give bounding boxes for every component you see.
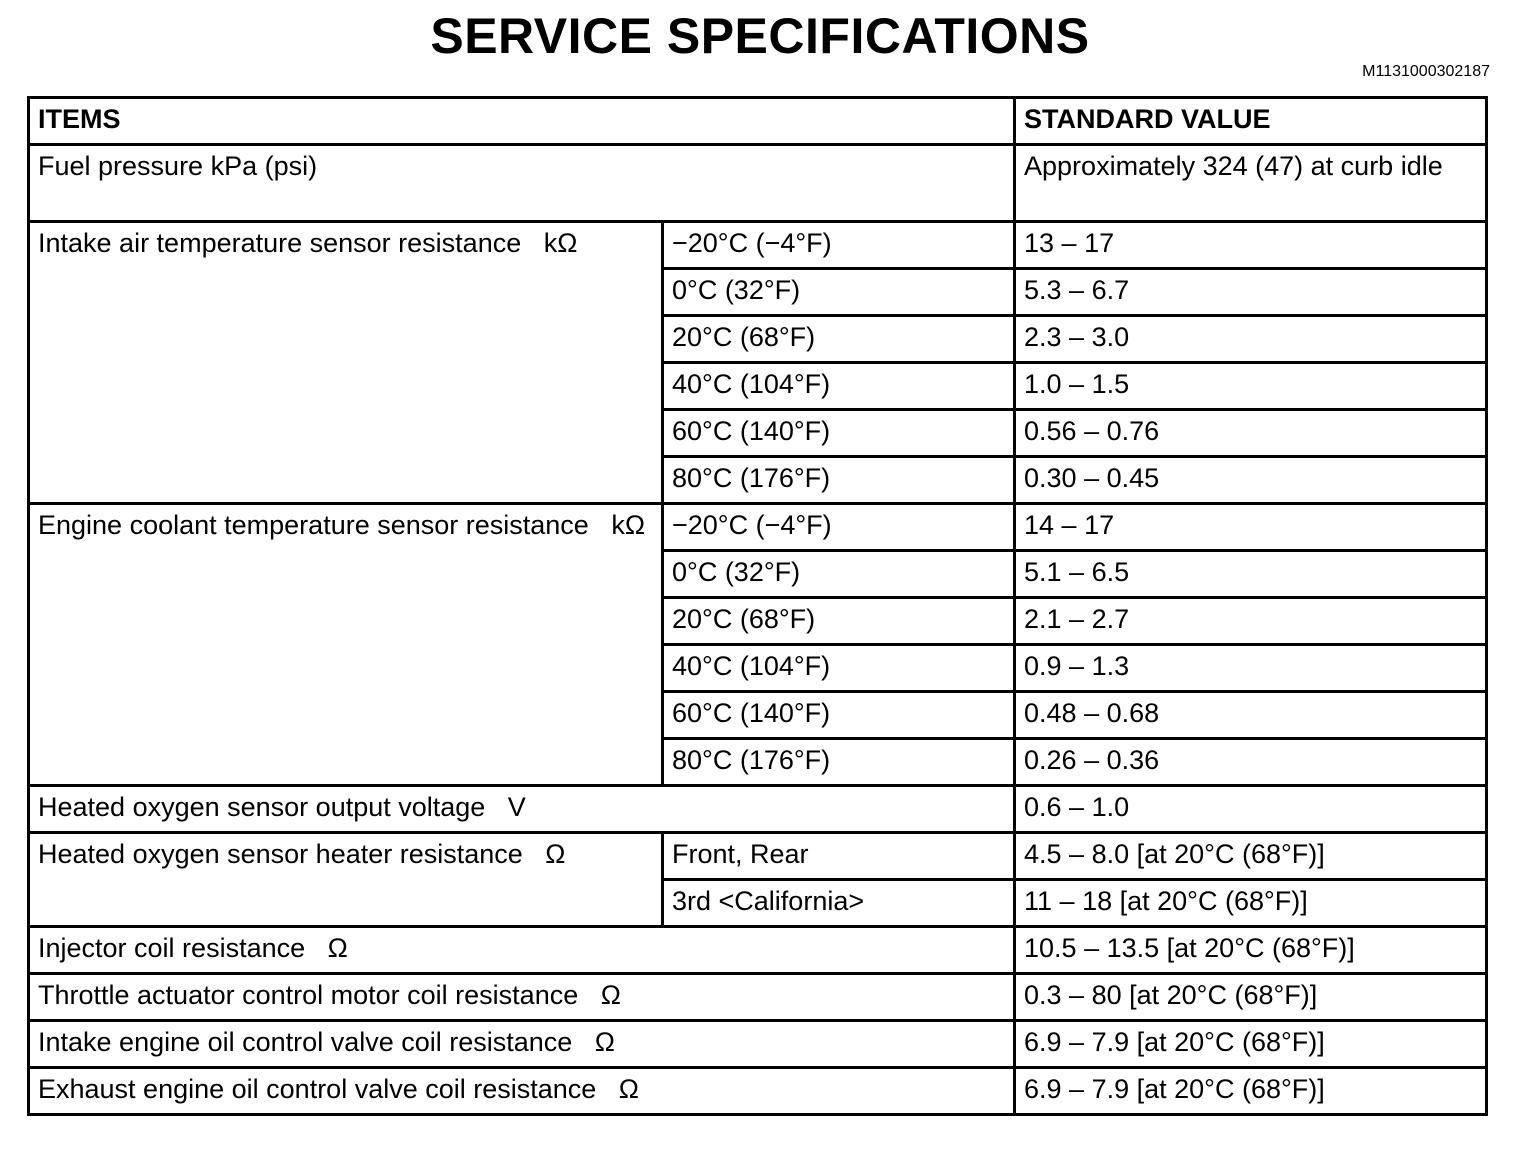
table-row-coolant-temp bbox=[29, 504, 1487, 551]
table-row-o2-voltage bbox=[29, 786, 1487, 833]
document-id: M1131000302187 bbox=[1362, 63, 1490, 80]
item-intake-air-temp: Intake air temperature sensor resistance kΩ bbox=[29, 222, 663, 504]
item-injector: Injector coil resistance Ω bbox=[29, 927, 1015, 974]
page-title: SERVICE SPECIFICATIONS bbox=[430, 8, 1090, 64]
value-cell: 1.0 – 1.5 bbox=[1015, 363, 1487, 410]
value-exhaust-ocv: 6.9 – 7.9 [at 20°C (68°F)] bbox=[1015, 1068, 1487, 1115]
value-cell: 13 – 17 bbox=[1015, 222, 1487, 269]
value-throttle: 0.3 – 80 [at 20°C (68°F)] bbox=[1015, 974, 1487, 1021]
condition-cell: 0°C (32°F) bbox=[663, 551, 1015, 598]
table-row-o2-heater bbox=[29, 833, 1487, 880]
table-row-intake-air-temp bbox=[29, 222, 1487, 269]
item-o2-voltage: Heated oxygen sensor output voltage V bbox=[29, 786, 1015, 833]
condition-cell: 80°C (176°F) bbox=[663, 457, 1015, 504]
header-standard-value: STANDARD VALUE bbox=[1015, 98, 1487, 145]
item-fuel-pressure: Fuel pressure kPa (psi) bbox=[29, 145, 1015, 222]
condition-cell: 80°C (176°F) bbox=[663, 739, 1015, 786]
value-cell: 14 – 17 bbox=[1015, 504, 1487, 551]
header-items: ITEMS bbox=[29, 98, 1015, 145]
condition-cell: 40°C (104°F) bbox=[663, 363, 1015, 410]
item-coolant-temp: Engine coolant temperature sensor resistance kΩ bbox=[29, 504, 663, 786]
service-spec-table bbox=[27, 96, 1488, 1116]
condition-cell: −20°C (−4°F) bbox=[663, 222, 1015, 269]
value-cell: 0.26 – 0.36 bbox=[1015, 739, 1487, 786]
condition-cell: 60°C (140°F) bbox=[663, 692, 1015, 739]
table-row-intake-ocv bbox=[29, 1021, 1487, 1068]
value-cell: 5.3 – 6.7 bbox=[1015, 269, 1487, 316]
item-exhaust-ocv: Exhaust engine oil control valve coil resistance Ω bbox=[29, 1068, 1015, 1115]
value-injector: 10.5 – 13.5 [at 20°C (68°F)] bbox=[1015, 927, 1487, 974]
item-throttle: Throttle actuator control motor coil resistance Ω bbox=[29, 974, 1015, 1021]
value-cell: 11 – 18 [at 20°C (68°F)] bbox=[1015, 880, 1487, 927]
condition-cell: −20°C (−4°F) bbox=[663, 504, 1015, 551]
condition-cell: 0°C (32°F) bbox=[663, 269, 1015, 316]
item-o2-heater: Heated oxygen sensor heater resistance Ω bbox=[29, 833, 663, 927]
condition-cell: 3rd <California> bbox=[663, 880, 1015, 927]
value-cell: 5.1 – 6.5 bbox=[1015, 551, 1487, 598]
condition-cell: 20°C (68°F) bbox=[663, 316, 1015, 363]
value-cell: 0.56 – 0.76 bbox=[1015, 410, 1487, 457]
value-o2-voltage: 0.6 – 1.0 bbox=[1015, 786, 1487, 833]
value-cell: 2.3 – 3.0 bbox=[1015, 316, 1487, 363]
value-cell: 4.5 – 8.0 [at 20°C (68°F)] bbox=[1015, 833, 1487, 880]
value-fuel-pressure: Approximately 324 (47) at curb idle bbox=[1015, 145, 1487, 222]
condition-cell: 60°C (140°F) bbox=[663, 410, 1015, 457]
value-cell: 0.30 – 0.45 bbox=[1015, 457, 1487, 504]
value-cell: 2.1 – 2.7 bbox=[1015, 598, 1487, 645]
condition-cell: Front, Rear bbox=[663, 833, 1015, 880]
table-row-fuel-pressure bbox=[29, 145, 1487, 222]
table-row-injector bbox=[29, 927, 1487, 974]
table-header-row bbox=[29, 98, 1487, 145]
condition-cell: 40°C (104°F) bbox=[663, 645, 1015, 692]
value-cell: 0.48 – 0.68 bbox=[1015, 692, 1487, 739]
table-row-exhaust-ocv bbox=[29, 1068, 1487, 1115]
value-cell: 0.9 – 1.3 bbox=[1015, 645, 1487, 692]
item-intake-ocv: Intake engine oil control valve coil resistance Ω bbox=[29, 1021, 1015, 1068]
table-row-throttle bbox=[29, 974, 1487, 1021]
value-intake-ocv: 6.9 – 7.9 [at 20°C (68°F)] bbox=[1015, 1021, 1487, 1068]
condition-cell: 20°C (68°F) bbox=[663, 598, 1015, 645]
